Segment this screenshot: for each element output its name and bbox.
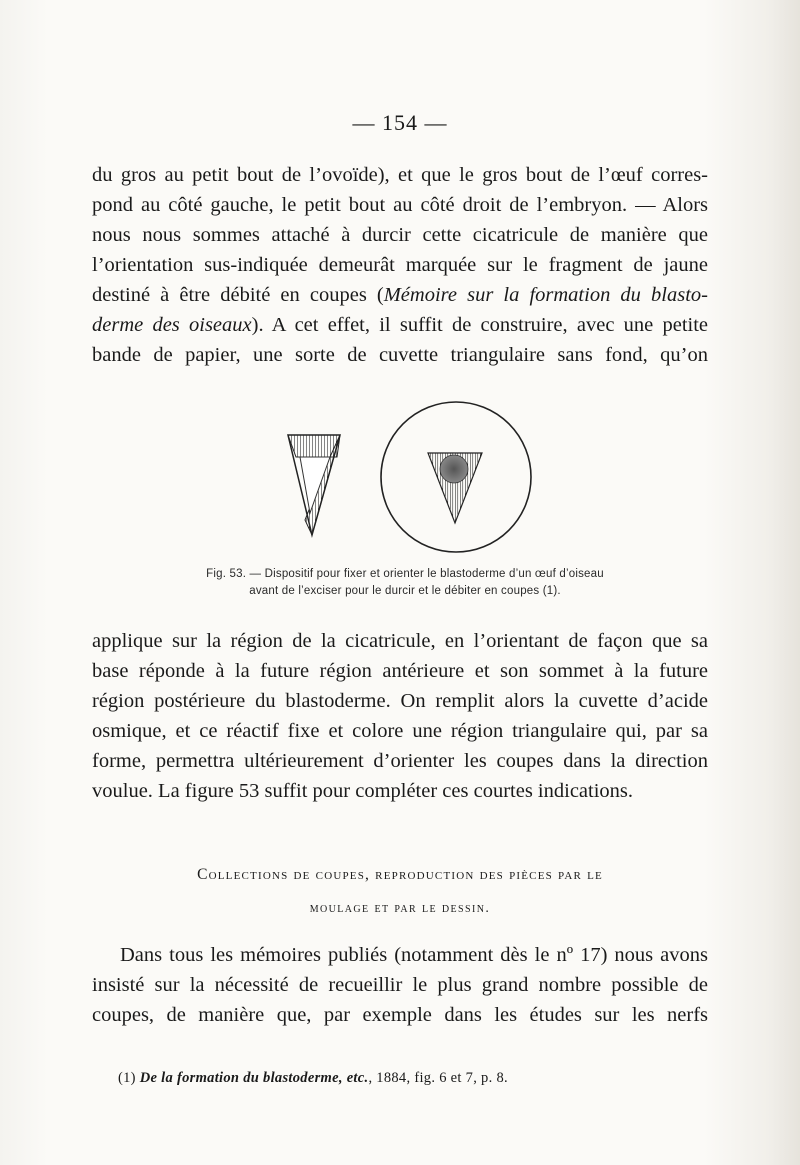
memoir-title-italic-cont: derme des oiseaux (92, 314, 252, 336)
text-line: coupes, de manière que, par exemple dans les études sur les nerfs (92, 1004, 708, 1026)
memoir-title-italic: Mémoire sur la formation du blasto- (383, 284, 708, 306)
footnote-title: De la formation du blastoderme, etc. (139, 1070, 369, 1086)
paragraph-2 (92, 626, 708, 806)
text-line: applique sur la région de la cicatricule, en l’orientant de façon que sa (92, 630, 708, 652)
text-line: nous nous sommes attaché à durcir cette cicatricule de manière que (92, 224, 708, 246)
text-line (92, 280, 708, 310)
text-line: région postérieure du blastoderme. On remplit alors la cuvette d’acide (92, 690, 708, 712)
text-line: osmique, et ce réactif fixe et colore une région triangulaire qui, par sa (92, 720, 708, 742)
text-line: l’orientation sus-indiquée demeurât marquée sur le fragment de jaune (92, 254, 708, 276)
text-run: ). A cet effet, il suffit de construire, avec une petite (251, 314, 708, 336)
text-line: bande de papier, une sorte de cuvette triangulaire sans fond, qu’on (92, 344, 708, 366)
text-line: insisté sur la nécessité de recueillir le plus grand nombre possible de (92, 974, 708, 996)
text-line: voulue. La figure 53 suffit pour compléter ces courtes indications. (92, 780, 634, 802)
figure-illustration (0, 395, 800, 560)
egg-yolk-illustration (381, 402, 531, 552)
figure-caption (140, 566, 670, 600)
heading-line-1: Collections de coupes, reproduction des pièces par le (197, 866, 603, 883)
caption-text: — Dispositif pour fixer et orienter le blastoderme d’un œuf d’oiseau (246, 568, 604, 580)
figure-label: Fig. 53. (206, 568, 247, 580)
text-line: du gros au petit bout de l’ovoïde), et que le gros bout de l’œuf corres- (92, 164, 708, 186)
text-run: destiné à être débité en coupes ( (92, 284, 384, 306)
section-heading (100, 858, 700, 926)
caption-line-2: avant de l’exciser pour le durcir et le débiter en coupes (1). (249, 585, 561, 597)
figure-53 (0, 395, 800, 560)
paragraph-1 (92, 160, 708, 370)
footnote (118, 1068, 678, 1088)
paper-cuvette-illustration (288, 435, 340, 535)
caption-line-1 (140, 566, 670, 583)
text-line: pond au côté gauche, le petit bout au côté droit de l’embryon. — Alors (92, 194, 708, 216)
paragraph-3 (92, 940, 708, 1030)
text-line: base réponde à la future région antérieure et son sommet à la future (92, 660, 708, 682)
page-number: — 154 — (352, 110, 448, 135)
text-line: Dans tous les mémoires publiés (notamment dès le nº 17) nous avons (120, 944, 708, 966)
footnote-reference: , 1884, fig. 6 et 7, p. 8. (368, 1070, 508, 1086)
heading-line-2: moulage et par le dessin. (309, 901, 491, 916)
text-line: forme, permettra ultérieurement d’orienter les coupes dans la direction (92, 750, 708, 772)
text-line (92, 310, 708, 340)
footnote-marker: (1) (118, 1070, 140, 1086)
